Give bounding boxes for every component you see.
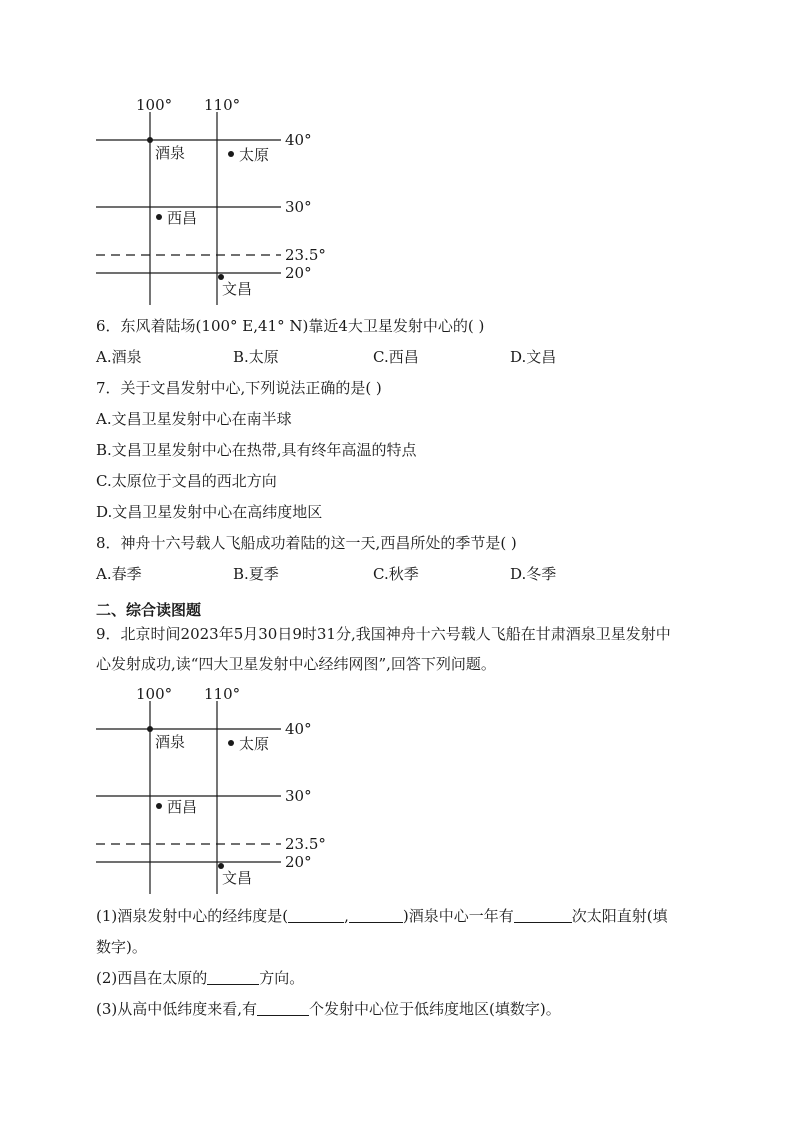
answer-blank-latitude[interactable]	[349, 907, 403, 923]
q8-option-c: C.秋季	[373, 565, 419, 583]
q9-p1-text-c: 次太阳直射(填	[571, 907, 668, 925]
grid-lines	[0, 679, 794, 899]
lon-label-110: 110°	[204, 685, 241, 703]
q9-p1-comma: ,	[344, 907, 349, 925]
question-9-line-1: 9．北京时间2023年5月30日9时31分,我国神舟十六号载人飞船在甘肃酒泉卫星发射中	[96, 625, 671, 643]
xichang-point	[156, 803, 162, 809]
lon-label-100: 100°	[136, 96, 173, 114]
q9-part-1-line-2: 数字)。	[96, 938, 147, 956]
answer-blank-direction[interactable]	[207, 969, 259, 985]
q9-p2-text-a: (2)西昌在太原的	[96, 969, 208, 987]
city-label-xichang: 西昌	[167, 209, 198, 227]
lat-label-23-5: 23.5°	[285, 246, 326, 264]
lat-label-30: 30°	[285, 198, 312, 216]
city-label-jiuquan: 酒泉	[155, 733, 186, 751]
lat-lon-grid-map-1	[0, 90, 794, 310]
answer-blank-longitude[interactable]	[288, 907, 344, 923]
q6-option-a: A.酒泉	[96, 348, 142, 366]
lat-label-40: 40°	[285, 720, 312, 738]
taiyuan-point	[228, 151, 234, 157]
jiuquan-point	[147, 726, 153, 732]
q9-part-2	[96, 968, 304, 988]
answer-blank-low-latitude-count[interactable]	[257, 1000, 309, 1016]
lat-label-40: 40°	[285, 131, 312, 149]
lat-label-30: 30°	[285, 787, 312, 805]
answer-blank-direct-sun-count[interactable]	[514, 907, 572, 923]
lat-lon-grid-map-2	[0, 679, 794, 899]
jiuquan-point	[147, 137, 153, 143]
question-8-stem: 8．神舟十六号载人飞船成功着陆的这一天,西昌所处的季节是( )	[96, 534, 517, 552]
q7-option-c: C.太原位于文昌的西北方向	[96, 472, 277, 490]
grid-lines	[0, 90, 794, 310]
q9-part-3	[96, 999, 561, 1019]
lon-label-100: 100°	[136, 685, 173, 703]
city-label-wenchang: 文昌	[222, 869, 253, 887]
lat-label-20: 20°	[285, 853, 312, 871]
lat-label-20: 20°	[285, 264, 312, 282]
q7-option-d: D.文昌卫星发射中心在高纬度地区	[96, 503, 323, 521]
q8-option-d: D.冬季	[510, 565, 557, 583]
question-7-stem: 7．关于文昌发射中心,下列说法正确的是( )	[96, 379, 382, 397]
city-label-taiyuan: 太原	[239, 146, 270, 164]
q6-option-b: B.太原	[233, 348, 279, 366]
q8-option-a: A.春季	[96, 565, 142, 583]
city-label-jiuquan: 酒泉	[155, 144, 186, 162]
xichang-point	[156, 214, 162, 220]
q9-p1-text-b: )酒泉中心一年有	[402, 907, 514, 925]
q8-option-b: B.夏季	[233, 565, 279, 583]
q9-p3-text-b: 个发射中心位于低纬度地区(填数字)。	[309, 1000, 561, 1018]
q9-p1-text-a: (1)酒泉发射中心的经纬度是(	[96, 907, 289, 925]
q7-option-b: B.文昌卫星发射中心在热带,具有终年高温的特点	[96, 441, 417, 459]
q7-option-a: A.文昌卫星发射中心在南半球	[96, 410, 292, 428]
question-6-stem: 6．东风着陆场(100° E,41° N)靠近4大卫星发射中心的( )	[96, 317, 485, 335]
city-label-taiyuan: 太原	[239, 735, 270, 753]
city-label-xichang: 西昌	[167, 798, 198, 816]
lon-label-110: 110°	[204, 96, 241, 114]
question-9-line-2: 心发射成功,读“四大卫星发射中心经纬网图”,回答下列问题。	[96, 655, 496, 673]
lat-label-23-5: 23.5°	[285, 835, 326, 853]
q9-part-1-line-1	[96, 906, 668, 926]
q6-option-c: C.西昌	[373, 348, 419, 366]
section-title-2: 二、综合读图题	[96, 601, 202, 619]
city-label-wenchang: 文昌	[222, 280, 253, 298]
q9-p2-text-b: 方向。	[259, 969, 305, 987]
q9-p3-text-a: (3)从高中低纬度来看,有	[96, 1000, 258, 1018]
taiyuan-point	[228, 740, 234, 746]
q6-option-d: D.文昌	[510, 348, 557, 366]
